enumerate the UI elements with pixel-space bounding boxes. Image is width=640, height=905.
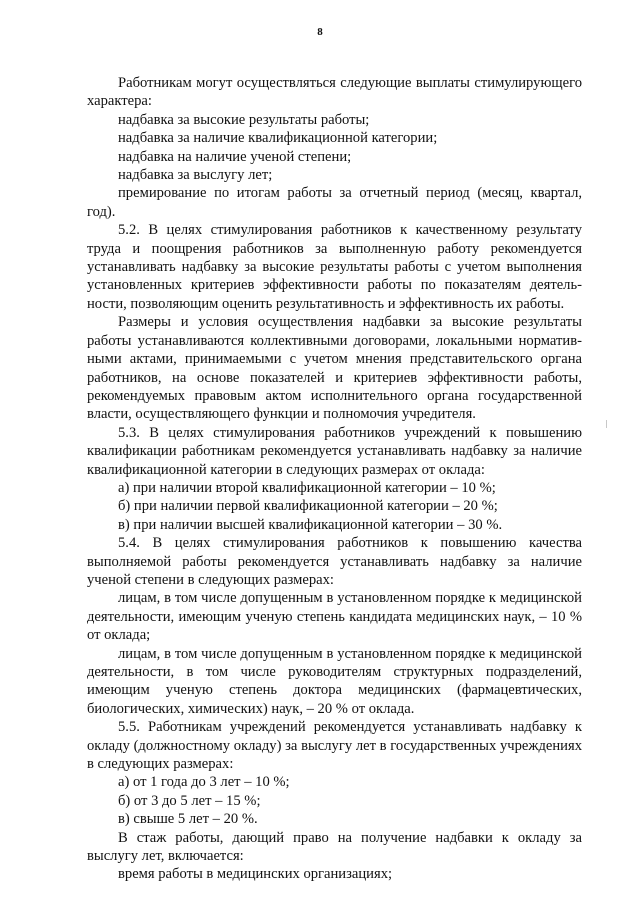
paragraph-intro: Работникам могут осуществляться следующие выплаты стимулирующего характера:: [87, 75, 582, 110]
page-number: 8: [317, 26, 323, 38]
list-item: надбавка за наличие квалификационной категории;: [118, 130, 438, 147]
paragraph-5-5-stage: В стаж работы, дающий право на получение надбавки к окладу за выслугу лет, включается:: [87, 829, 582, 865]
list-item: надбавка за высокие результаты работы;: [118, 111, 370, 128]
list-item: б) от 3 до 5 лет – 15 %;: [118, 792, 261, 809]
list-item: премирование по итогам работы за отчетный период (месяц, квартал, год).: [87, 185, 582, 220]
list-item: а) при наличии второй квалификационной категории – 10 %;: [118, 479, 496, 496]
paragraph-5-5: 5.5. Работникам учреждений рекомендуется устанавливать надбавку к окладу (должностному окладу) за выслугу лет в государственных учреждениях в следующих размерах:: [87, 719, 582, 773]
document-body: [87, 74, 582, 884]
list-item: а) от 1 года до 3 лет – 10 %;: [118, 774, 290, 791]
paragraph-5-4-doctor: лицам, в том числе допущенным в установленном порядке к медицинской деятельности, в том числе руководителям структурных подразделений, имеющим ученую степень доктора медицинских (фармацевтических, биологических, химических) наук, – 20 % от оклада.: [87, 645, 582, 717]
paragraph-5-3: 5.3. В целях стимулирования работников учреждений к повышению квалификации работникам рекомендуется устанавливать надбавку за наличие квалификационной категории в следующих размерах от оклада:: [87, 424, 582, 478]
paragraph-5-4: 5.4. В целях стимулирования работников к повышению качества выполняемой работы рекомендуется устанавливать надбавку за наличие ученой степени в следующих размерах:: [87, 535, 582, 588]
list-item: в) свыше 5 лет – 20 %.: [118, 811, 258, 828]
paragraph-5-5-work-time: время работы в медицинских организациях;: [118, 866, 393, 883]
paragraph-5-2-sizes: Размеры и условия осуществления надбавки за высокие результаты работы устанавливаются коллективными договорами, локальными нормативными актами, принимаемыми с учетом мнения представительского органа работников, на основе показателей и критериев эффективности работы, рекомендуемых правовым актом исполнительного органа государственной власти, осуществляющего функции и полномочия учредителя.: [87, 314, 582, 423]
list-item: в) при наличии высшей квалификационной категории – 30 %.: [118, 516, 503, 533]
list-item: надбавка на наличие ученой степени;: [118, 148, 352, 165]
list-item: надбавка за выслугу лет;: [118, 167, 273, 184]
paragraph-5-4-candidate: лицам, в том числе допущенным в установленном порядке к медицинской деятельности, имеющим ученую степень кандидата медицинских наук, – 10 % от оклада;: [87, 590, 582, 644]
list-item: б) при наличии первой квалификационной категории – 20 %;: [118, 498, 498, 515]
paragraph-5-2: 5.2. В целях стимулирования работников к качественному результату труда и поощрения работников за выполненную работу рекомендуется устанавливать надбавку за высокие результаты работы с учетом выполнения установленных критериев эффективности работы по показателям деятельности, позволяющим оценить результативность и эффективность их работы.: [87, 222, 582, 312]
scan-artifact: [606, 420, 607, 428]
